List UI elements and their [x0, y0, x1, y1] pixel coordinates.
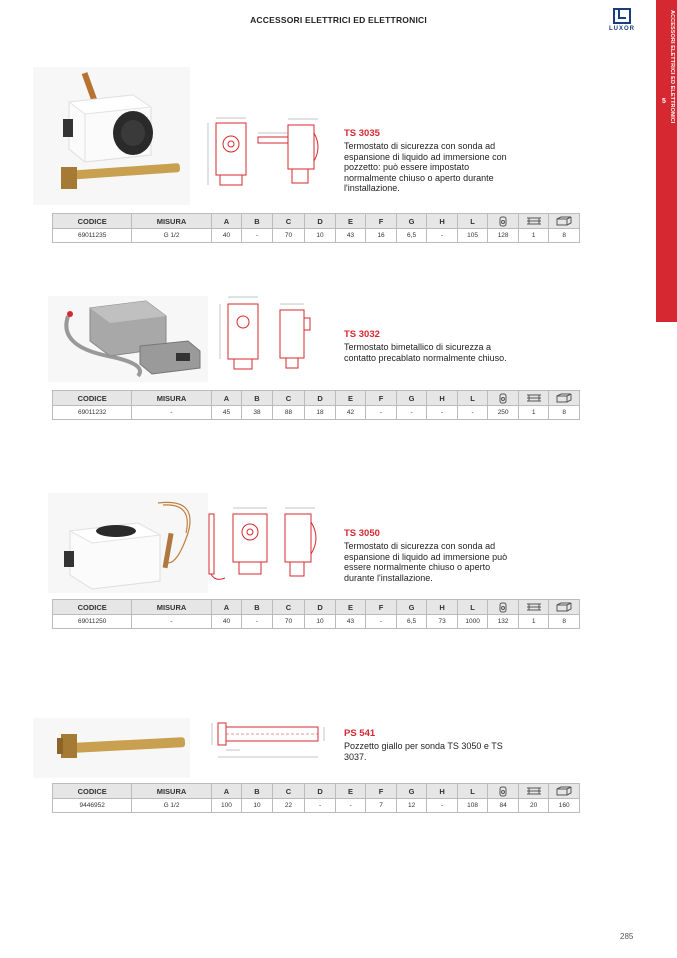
product-photo-ts3050 [48, 493, 208, 593]
table-row [53, 229, 580, 243]
column-header-a: A [211, 600, 242, 615]
box-icon [549, 391, 580, 406]
cell-b: - [242, 229, 273, 243]
thermostat-pack-icon [488, 600, 519, 615]
column-header-h: H [427, 391, 458, 406]
pallet-icon [518, 214, 549, 229]
cell-a: 40 [211, 229, 242, 243]
column-header-d: D [305, 391, 336, 406]
column-header-f: F [366, 600, 397, 615]
cell-codice: 69011235 [53, 229, 132, 243]
cell-misura: G 1/2 [132, 799, 211, 813]
luxor-logo [604, 8, 640, 32]
column-header-b: B [242, 214, 273, 229]
cell-c: 70 [272, 229, 305, 243]
cell-h: - [427, 229, 458, 243]
pallet-icon [518, 784, 549, 799]
box-icon [549, 600, 580, 615]
cell-h: - [427, 406, 458, 420]
cell-h: 73 [427, 615, 458, 629]
column-header-g: G [396, 784, 427, 799]
pallet-icon [518, 391, 549, 406]
technical-drawing-ts3032 [210, 292, 330, 372]
cell-c: 22 [272, 799, 305, 813]
cell-f: - [366, 406, 397, 420]
cell-misura: - [132, 615, 211, 629]
spec-table-ps541 [52, 783, 580, 813]
product-photo-ts3032 [48, 296, 208, 382]
product-description-ts3050: Termostato di sicurezza con sonda ad espansione di liquido ad immersione può essere normalmente chiuso o aperto durante l'installazione. [344, 541, 508, 583]
cell-pack: 250 [488, 406, 519, 420]
column-header-b: B [242, 391, 273, 406]
spec-table-ts3050 [52, 599, 580, 629]
column-header-l: L [457, 600, 488, 615]
cell-l: 108 [457, 799, 488, 813]
column-header-h: H [427, 784, 458, 799]
column-header-codice: CODICE [53, 214, 132, 229]
cell-e: - [335, 799, 366, 813]
technical-drawing-ps541 [200, 715, 330, 770]
column-header-f: F [366, 391, 397, 406]
column-header-h: H [427, 214, 458, 229]
product-title-ps541: PS 541 [344, 728, 376, 739]
cell-pallet: 1 [518, 615, 549, 629]
thermostat-pack-icon [488, 214, 519, 229]
column-header-d: D [305, 600, 336, 615]
product-title-ts3050: TS 3050 [344, 528, 380, 539]
column-header-c: C [272, 784, 305, 799]
column-header-g: G [396, 600, 427, 615]
product-title-ts3035: TS 3035 [344, 128, 380, 139]
cell-d: 10 [305, 615, 336, 629]
box-icon [549, 784, 580, 799]
column-header-codice: CODICE [53, 391, 132, 406]
column-header-misura: MISURA [132, 391, 211, 406]
cell-g: - [396, 406, 427, 420]
cell-pack: 128 [488, 229, 519, 243]
product-description-ps541: Pozzetto giallo per sonda TS 3050 e TS 3037. [344, 741, 503, 762]
column-header-f: F [366, 214, 397, 229]
cell-b: 10 [242, 799, 273, 813]
pallet-icon [518, 600, 549, 615]
cell-l: 105 [457, 229, 488, 243]
column-header-c: C [272, 391, 305, 406]
table-row [53, 615, 580, 629]
column-header-h: H [427, 600, 458, 615]
cell-l: 1000 [457, 615, 488, 629]
spec-table-ts3032 [52, 390, 580, 420]
cell-f: 16 [366, 229, 397, 243]
spec-table-header-row [53, 214, 580, 229]
page-number: 285 [620, 932, 634, 941]
column-header-a: A [211, 214, 242, 229]
cell-box: 160 [549, 799, 580, 813]
technical-drawing-ts3050 [205, 500, 330, 585]
cell-e: 42 [335, 406, 366, 420]
cell-g: 6,5 [396, 615, 427, 629]
product-description-ts3032: Termostato bimetallico di sicurezza a contatto precablato normalmente chiuso. [344, 342, 507, 363]
table-row [53, 799, 580, 813]
column-header-g: G [396, 214, 427, 229]
column-header-c: C [272, 600, 305, 615]
page-header-title: ACCESSORI ELETTRICI ED ELETTRONICI [250, 15, 427, 25]
table-row [53, 406, 580, 420]
cell-c: 88 [272, 406, 305, 420]
cell-pack: 132 [488, 615, 519, 629]
column-header-a: A [211, 391, 242, 406]
column-header-d: D [305, 784, 336, 799]
cell-b: 38 [242, 406, 273, 420]
luxor-logo-text: LUXOR [609, 26, 635, 32]
column-header-b: B [242, 600, 273, 615]
cell-box: 8 [549, 615, 580, 629]
cell-d: - [305, 799, 336, 813]
cell-e: 43 [335, 229, 366, 243]
cell-d: 10 [305, 229, 336, 243]
column-header-g: G [396, 391, 427, 406]
cell-codice: 69011232 [53, 406, 132, 420]
column-header-c: C [272, 214, 305, 229]
product-title-ts3032: TS 3032 [344, 329, 380, 340]
cell-f: - [366, 615, 397, 629]
section-side-tab-label: ACCESSORI ELETTRICI ED ELETTRONICI [669, 10, 675, 124]
cell-g: 12 [396, 799, 427, 813]
spec-table-header-row [53, 784, 580, 799]
cell-misura: G 1/2 [132, 229, 211, 243]
column-header-b: B [242, 784, 273, 799]
product-photo-ps541 [33, 718, 190, 778]
cell-l: - [457, 406, 488, 420]
product-photo-ts3035 [33, 67, 190, 205]
thermostat-pack-icon [488, 784, 519, 799]
spec-table-header-row [53, 391, 580, 406]
spec-table-ts3035 [52, 213, 580, 243]
cell-g: 6,5 [396, 229, 427, 243]
cell-e: 43 [335, 615, 366, 629]
section-side-tab-number: 5 [662, 98, 666, 105]
column-header-misura: MISURA [132, 600, 211, 615]
column-header-e: E [335, 214, 366, 229]
cell-pallet: 1 [518, 406, 549, 420]
column-header-l: L [457, 784, 488, 799]
cell-f: 7 [366, 799, 397, 813]
cell-d: 18 [305, 406, 336, 420]
cell-c: 70 [272, 615, 305, 629]
column-header-l: L [457, 391, 488, 406]
cell-a: 45 [211, 406, 242, 420]
column-header-misura: MISURA [132, 214, 211, 229]
luxor-logo-mark [613, 8, 631, 24]
column-header-l: L [457, 214, 488, 229]
cell-box: 8 [549, 229, 580, 243]
column-header-e: E [335, 784, 366, 799]
cell-pallet: 1 [518, 229, 549, 243]
column-header-misura: MISURA [132, 784, 211, 799]
column-header-e: E [335, 391, 366, 406]
cell-pallet: 20 [518, 799, 549, 813]
column-header-f: F [366, 784, 397, 799]
cell-b: - [242, 615, 273, 629]
column-header-e: E [335, 600, 366, 615]
column-header-codice: CODICE [53, 600, 132, 615]
cell-h: - [427, 799, 458, 813]
column-header-d: D [305, 214, 336, 229]
cell-pack: 84 [488, 799, 519, 813]
column-header-codice: CODICE [53, 784, 132, 799]
cell-codice: 69011250 [53, 615, 132, 629]
column-header-a: A [211, 784, 242, 799]
spec-table-header-row [53, 600, 580, 615]
cell-codice: 9446952 [53, 799, 132, 813]
cell-misura: - [132, 406, 211, 420]
technical-drawing-ts3035 [200, 113, 330, 193]
cell-a: 40 [211, 615, 242, 629]
thermostat-pack-icon [488, 391, 519, 406]
product-description-ts3035: Termostato di sicurezza con sonda ad espansione di liquido ad immersione con pozzetto: può essere impostato normalmente chiuso o aperto durante l'installazione. [344, 141, 507, 193]
box-icon [549, 214, 580, 229]
cell-box: 8 [549, 406, 580, 420]
cell-a: 100 [211, 799, 242, 813]
